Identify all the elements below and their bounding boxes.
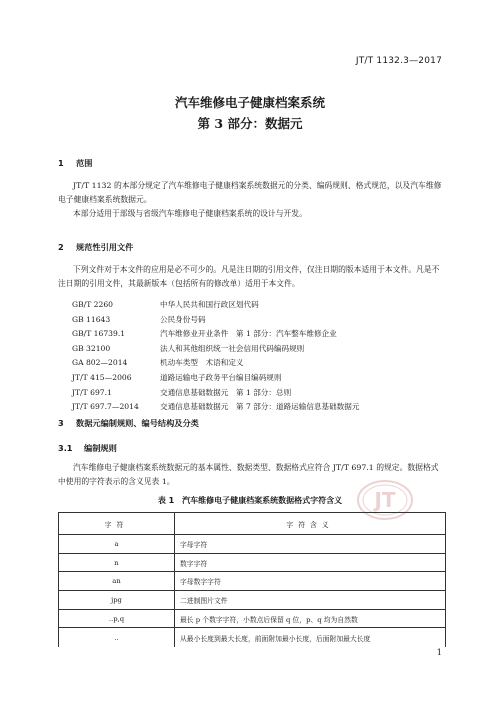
section-title: 数据元编制规则、编号结构及分类 [76,418,199,428]
table-header-row [59,513,446,535]
paragraph: 本部分适用于部级与省级汽车维修电子健康档案系统的设计与开发。 [73,209,307,218]
meaning-cell: 数字字符 [175,553,446,572]
reference-item [72,400,360,415]
char-cell: .. [59,628,175,647]
reference-title: 交通信息基础数据元 第 1 部分：总则 [160,387,292,397]
char-cell: ..p,q [59,609,175,628]
reference-code: GA 802—2014 [72,358,128,368]
table-row [59,591,446,610]
section-number: 1 [58,158,64,168]
character-meaning-table [58,512,446,647]
reference-item [72,371,360,386]
reference-item [72,342,360,357]
section-number: 2 [58,242,64,252]
reference-item [72,327,360,342]
reference-code: JT/T 415—2006 [72,372,132,382]
reference-item [72,313,360,328]
section-3-1-heading [58,443,117,454]
char-cell: an [59,572,175,591]
reference-item [72,298,360,313]
section-1-heading [58,158,92,169]
reference-list [72,298,360,415]
table-row [59,553,446,572]
document-title: 汽车维修电子健康档案系统 [174,95,325,110]
page-number: 1 [436,648,442,658]
reference-title: 机动车类型 术语和定义 [160,358,244,368]
section-number: 3.1 [58,443,73,453]
char-cell: n [59,553,175,572]
section-1-body [58,179,446,221]
section-title: 规范性引用文件 [76,242,134,252]
table-row [59,609,446,628]
char-cell: jpg [59,591,175,610]
standard-code: JT/T 1132.3—2017 [355,56,442,66]
table-row [59,535,446,554]
meaning-cell: 从最小长度到最大长度，前面附加最小长度，后面附加最大长度 [175,628,446,647]
char-cell: a [59,535,175,554]
paragraph: 下列文件对于本文件的应用是必不可少的。凡是注日期的引用文件，仅注日期的版本适用于本文件。凡是不注日期的引用文件，其最新版本（包括所有的修改单）适用于本文件。 [58,265,440,288]
column-header: 字符含义 [175,513,446,535]
reference-item [72,386,360,401]
meaning-cell: 字母字符 [175,535,446,554]
section-3-heading [58,418,199,429]
table-caption: 表 1 汽车维修电子健康档案系统数据格式字符含义 [157,496,343,505]
reference-item [72,356,360,371]
document-subtitle: 第 3 部分：数据元 [197,116,303,131]
reference-code: GB/T 2260 [72,300,114,309]
reference-title: 公民身份号码 [160,314,206,324]
meaning-cell: 二进制图片文件 [175,591,446,610]
reference-code: JT/T 697.1 [72,387,112,397]
section-2-heading [58,242,133,253]
reference-code: GB 11643 [72,314,111,324]
reference-code: GB 32100 [72,343,111,353]
reference-title: 道路运输电子政务平台编目编码规则 [160,372,282,382]
paragraph: JT/T 1132 的本部分规定了汽车维修电子健康档案系统数据元的分类、编码规则、格式规范，以及汽车维修电子健康档案系统数据元。 [58,181,442,204]
paragraph: 汽车维修电子健康档案系统数据元的基本属性、数据类型、数据格式应符合 JT/T 697.1 的规定。数据格式中使用的字符表示的含义见表 1。 [58,463,439,486]
section-2-intro [58,263,446,291]
column-header: 字符 [59,513,175,535]
reference-title: 中华人民共和国行政区划代码 [160,300,259,309]
watermark-text: JT [374,488,396,512]
table-row [59,572,446,591]
section-title: 编制规则 [84,443,117,453]
meaning-cell: 字母数字字符 [175,572,446,591]
meaning-cell: 最长 p 个数字字符，小数点后保留 q 位，p、q 均为自然数 [175,609,446,628]
reference-code: GB/T 16739.1 [72,329,126,339]
table-row [59,628,446,647]
section-number: 3 [58,418,64,428]
section-title: 范围 [76,158,93,168]
reference-title: 汽车维修业开业条件 第 1 部分：汽车整车维修企业 [160,329,337,339]
reference-title: 交通信息基础数据元 第 7 部分：道路运输信息基础数据元 [160,402,360,412]
reference-code: JT/T 697.7—2014 [72,402,139,412]
reference-title: 法人和其他组织统一社会信用代码编码规则 [160,343,305,353]
